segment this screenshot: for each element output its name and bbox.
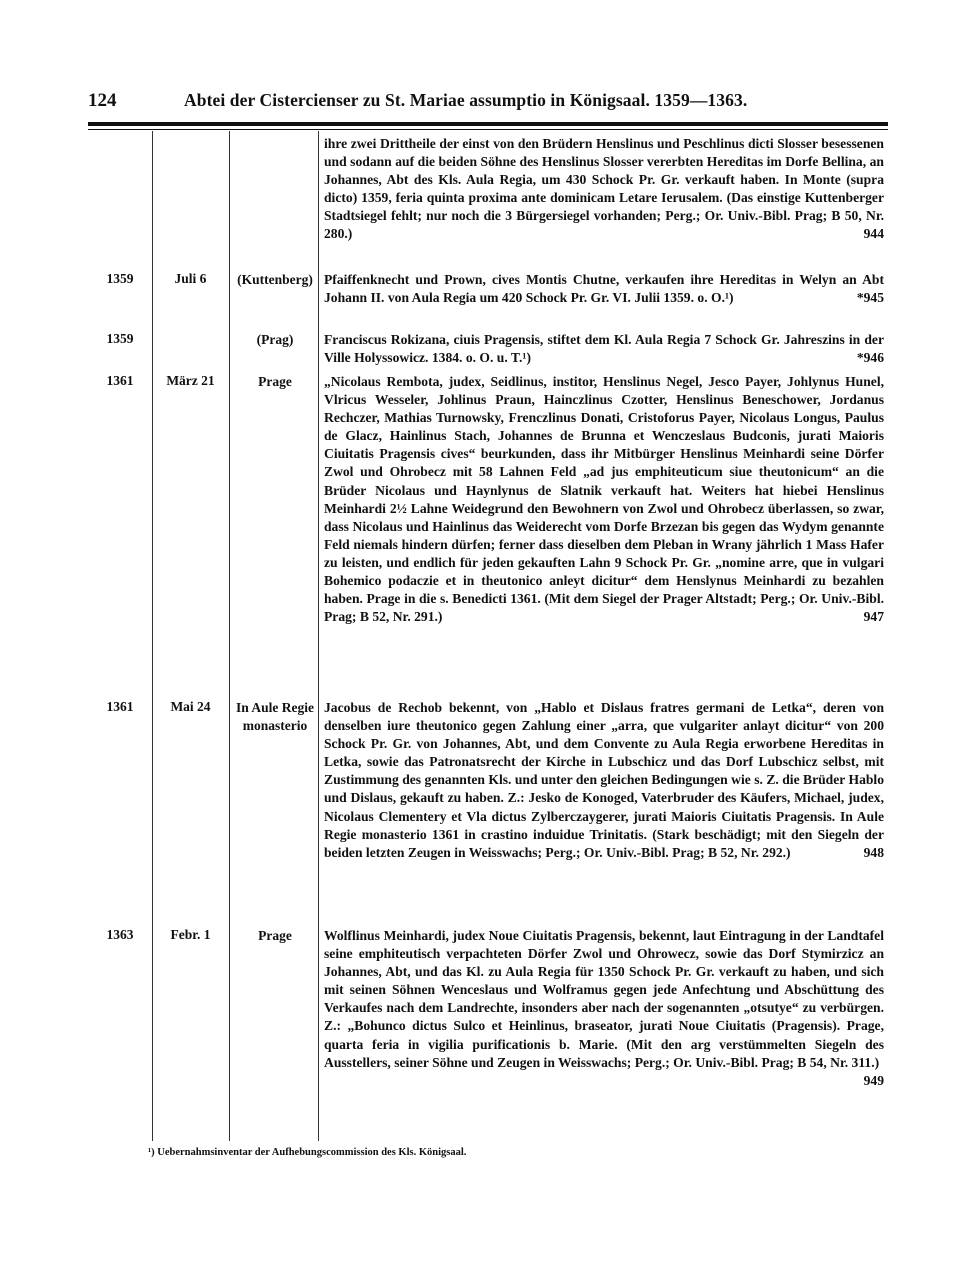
entry-year: 1359: [106, 271, 134, 286]
entry-date: Febr. 1: [170, 927, 211, 942]
entry-place: In Aule Regie monasterio: [235, 700, 314, 733]
entry-year: 1361: [106, 373, 134, 388]
entry-number: 947: [863, 609, 884, 625]
entry-text: ihre zwei Drittheile der einst von den Brüdern Henslinus und Peschlinus dicti Slosser besessenen und sodann auf die beiden Söhne des Henslinus Slosser vererbten Hereditas im Dorfe Bellina, an Johannes, Abt des Kls. Aula Regia, um 430 Schock Pr. Gr. verkauft haben. In Monte (supra dicto) 1359, feria quinta proxima ante dominicam Letare Ierusalem. (Das einstige Kuttenberger Stadtsiegel fehlt; nur noch die 3 Bürgersiegel vorhanden; Perg.; Or. Univ.-Bibl. Prag; B 50, Nr. 280.): [324, 136, 884, 242]
entry-text-block: [324, 271, 884, 307]
entry-number: 944: [863, 226, 884, 242]
header-rule-thin: [88, 129, 888, 130]
entry-text-block: [324, 135, 884, 244]
entry-year: 1359: [106, 331, 134, 346]
header-rule-thick: [88, 122, 888, 126]
entry-text-block: [324, 373, 884, 626]
entry-text: Pfaiffenknecht und Prown, cives Montis Chutne, verkaufen ihre Hereditas in Welyn an Abt Johann II. von Aula Regia um 420 Schock Pr. Gr. VI. Julii 1359. o. O.¹): [324, 272, 884, 306]
entry-date: März 21: [166, 373, 215, 388]
running-title: Abtei der Cistercienser zu St. Mariae assumptio in Königsaal. 1359—1363.: [184, 90, 748, 110]
entry-text-block: [324, 699, 884, 862]
entry-place: (Kuttenberg): [237, 272, 313, 287]
footnote: ¹) Uebernahmsinventar der Aufhebungscommission des Kls. Königsaal.: [148, 1147, 467, 1158]
entry-text-block: [324, 927, 884, 1090]
entry-text-block: [324, 331, 884, 367]
entry-date: Mai 24: [170, 699, 211, 714]
entry-text: Jacobus de Rechob bekennt, von „Hablo et Dislaus fratres germani de Letka“, deren von denselben iure theutonico gegen Zahlung einer „arra, que vulgariter anlayt dicitur“ von 200 Schock Pr. Gr. von Johannes, Abt, und dem Convente zu Aula Regia erworbene Hereditas in Letka, sowie das Patronatsrecht der Kirche in Lubschicz und das Dorf Lubschicz selbst, mit Zustimmung des genannten Kls. und unter den gleichen Bedingungen wie s. Z. die Brüder Hablo und Dislaus, gekauft zu haben. Z.: Jesko de Konoged, Vaterbruder des Käufers, Michael, judex, Nicolaus Clementery et Vla dictus Zylberczaygerer, jurati Maioris Ciuitatis Pragensis. In Aule Regie monasterio 1361 in crastino induidue Trinitatis. (Stark beschädigt; mit den Siegeln der beiden letzten Zeugen in Weisswachs; Perg.; Or. Univ.-Bibl. Prag; B 52, Nr. 292.): [324, 700, 884, 860]
page-header: [88, 90, 888, 116]
entry-text: Wolflinus Meinhardi, judex Noue Ciuitatis Pragensis, bekennt, laut Eintragung in der Landtafel seine emphiteutisch verpachteten Dörfer Zwol und Ohrowecz, sowie das Dorf Stymirzicz an Johannes, Abt, und das Kl. zu Aula Regia für 1350 Schock Pr. Gr. verkauft zu haben, und sich mit seinen Söhnen Wenceslaus und Wolframus gegen jede Anfechtung und Abschüttung des Verkaufes nach dem Landrechte, insonders aber nach der sogenannten „otsutye“ zu verbürgen. Z.: „Bohunco dictus Sulco et Heinlinus, braseator, jurati Noue Ciuitatis (Pragensis). Prage, quarta feria in vigilia purificationis b. Marie. (Mit den arg verstümmelten Siegeln des Ausstellers, seiner Söhne und Zeugen in Weisswachs; Perg.; Or. Univ.-Bibl. Prag; B 54, Nr. 311.): [324, 928, 884, 1070]
entry-number: *946: [856, 350, 884, 366]
entry-text: Franciscus Rokizana, ciuis Pragensis, stiftet dem Kl. Aula Regia 7 Schock Gr. Jahreszins in der Ville Holyssowicz. 1384. o. O. u. T.¹): [324, 332, 884, 366]
page-number: 124: [88, 90, 117, 111]
entry-number: 949: [863, 1072, 884, 1088]
entry-number: *945: [856, 290, 884, 306]
entry-number: 948: [863, 844, 884, 860]
entry-place: Prage: [258, 374, 292, 389]
entry-place: Prage: [258, 928, 292, 943]
entry-year: 1363: [106, 927, 134, 942]
entry-date: Juli 6: [174, 271, 207, 286]
entry-text: „Nicolaus Rembota, judex, Seidlinus, institor, Henslinus Negel, Jesco Payer, Johlynus Hunel, Vlricus Wesseler, Johlinus Praun, Hainczlinus Czotter, Henslinus Beneschower, Jordanus Rechczer, Mathias Turnowsky, Frenczlinus Donati, Cristoforus Payer, Nicolaus Longus, Paulus de Glacz, Hainlinus Stach, Johannes de Brunna et Wenczeslaus Budconis, jurati Maioris Ciuitatis Pragensis cives“ beurkunden, dass ihr Mitbürger Henslinus Meinhardi seine Dörfer Zwol und Ohrobecz mit 58 Lahnen Feld „ad jus emphiteuticum siue theutonicum“ an die Brüder Nicolaus und Haynlynus de Slatnik verkauft hat. Weiters hat hiebei Henslinus Meinhardi 2½ Lahne Weidegrund den Bewohnern von Zwol und Ohrobecz überlassen, so zwar, dass Nicolaus und Hainlinus das Weiderecht vom Dorfe Brzezan bis gegen das Wydym genannte Feld niemals hindern dürfen; ferner dass dieselben dem Pleban in Wrany jährlich 1 Mass Hafer zu leisten, und endlich für jeden gekauften Lahn 9 Schock Pr. Gr. „nomine arre, que in vulgari Bohemico podaczie et in theutonico anleyt dicitur“ dem Henslynus Meinhardi zu bezahlen haben. Prage in die s. Benedicti 1361. (Mit dem Siegel der Prager Altstadt; Perg.; Or. Univ.-Bibl. Prag; B 52, Nr. 291.): [324, 374, 884, 625]
entry-place: (Prag): [256, 332, 294, 347]
entry-year: 1361: [106, 699, 134, 714]
